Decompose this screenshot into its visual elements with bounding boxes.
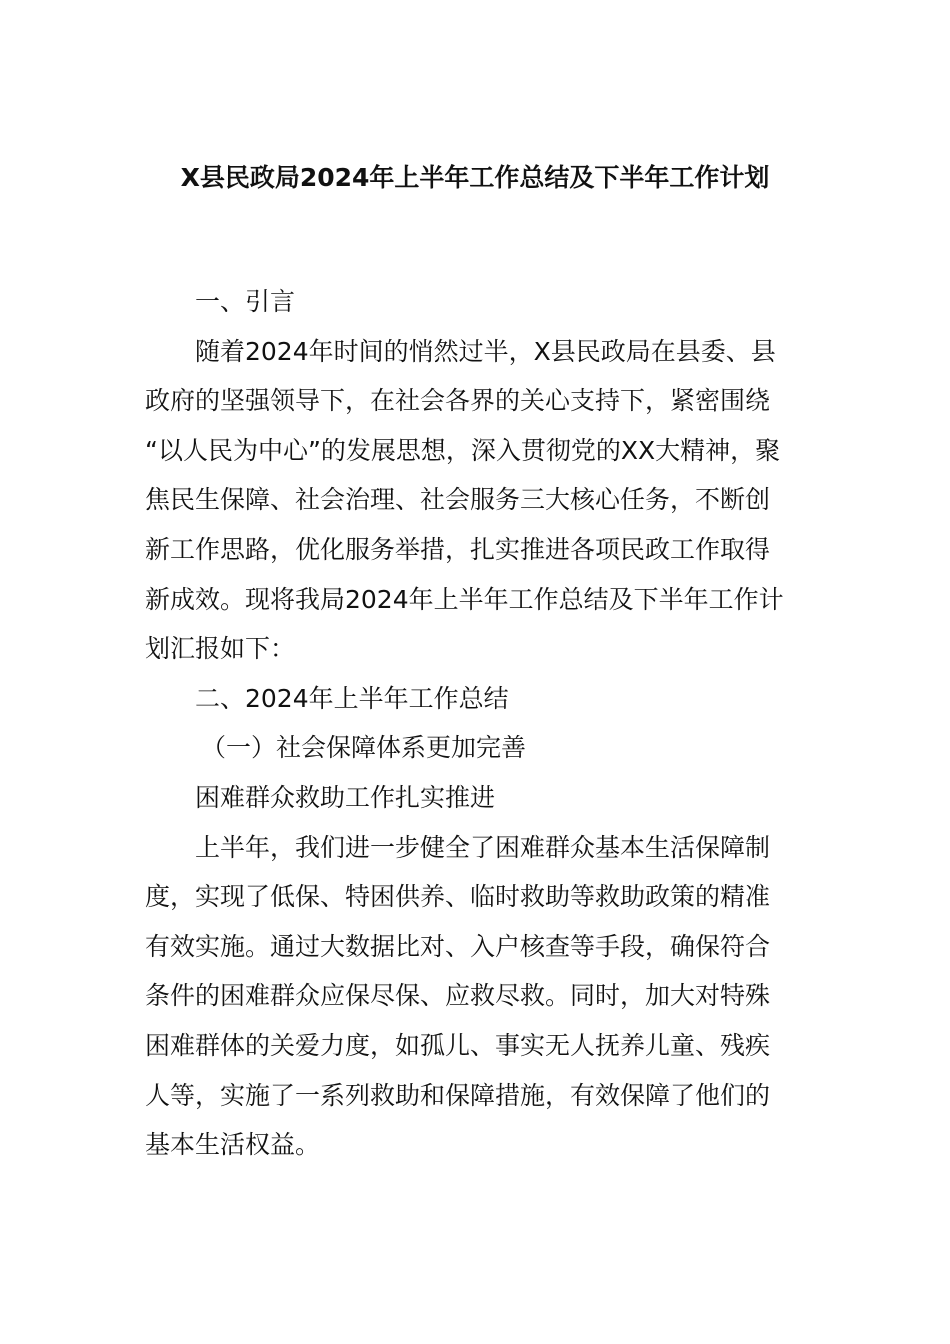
topic-heading-relief-work: 困难群众救助工作扎实推进 [195, 782, 496, 812]
paragraph-line: “以人民为中心”的发展思想，深入贯彻党的XX大精神，聚 [145, 435, 781, 465]
paragraph-line: 度，实现了低保、特困供养、临时救助等救助政策的精准 [145, 882, 771, 912]
paragraph-line: 焦民生保障、社会治理、社会服务三大核心任务，不断创 [145, 485, 771, 515]
paragraph-line: 政府的坚强领导下，在社会各界的关心支持下，紧密围绕 [145, 386, 771, 416]
paragraph-line: 随着2024年时间的悄然过半，X县民政局在县委、县 [195, 336, 776, 366]
paragraph-line: 有效实施。通过大数据比对、入户核查等手段，确保符合 [145, 931, 771, 961]
document-title: X县民政局2024年上半年工作总结及下半年工作计划 [180, 163, 770, 192]
paragraph-line: 基本生活权益。 [145, 1130, 321, 1160]
paragraph-line: 人等，实施了一系列救助和保障措施，有效保障了他们的 [145, 1080, 771, 1110]
paragraph-line: 条件的困难群众应保尽保、应救尽救。同时，加大对特殊 [145, 981, 771, 1011]
paragraph-line: 困难群体的关爱力度，如孤儿、事实无人抚养儿童、残疾 [145, 1030, 771, 1060]
paragraph-line: 上半年，我们进一步健全了困难群众基本生活保障制 [195, 832, 771, 862]
paragraph-line: 新工作思路，优化服务举措，扎实推进各项民政工作取得 [145, 534, 771, 564]
paragraph-line: 划汇报如下： [145, 634, 296, 664]
paragraph-line: 新成效。现将我局2024年上半年工作总结及下半年工作计 [145, 584, 784, 614]
section-heading-first-half-summary: 二、2024年上半年工作总结 [195, 683, 509, 713]
document-body [145, 277, 807, 1170]
subsection-heading-social-security: （一）社会保障体系更加完善 [201, 733, 527, 763]
section-heading-introduction: 一、引言 [195, 287, 296, 316]
